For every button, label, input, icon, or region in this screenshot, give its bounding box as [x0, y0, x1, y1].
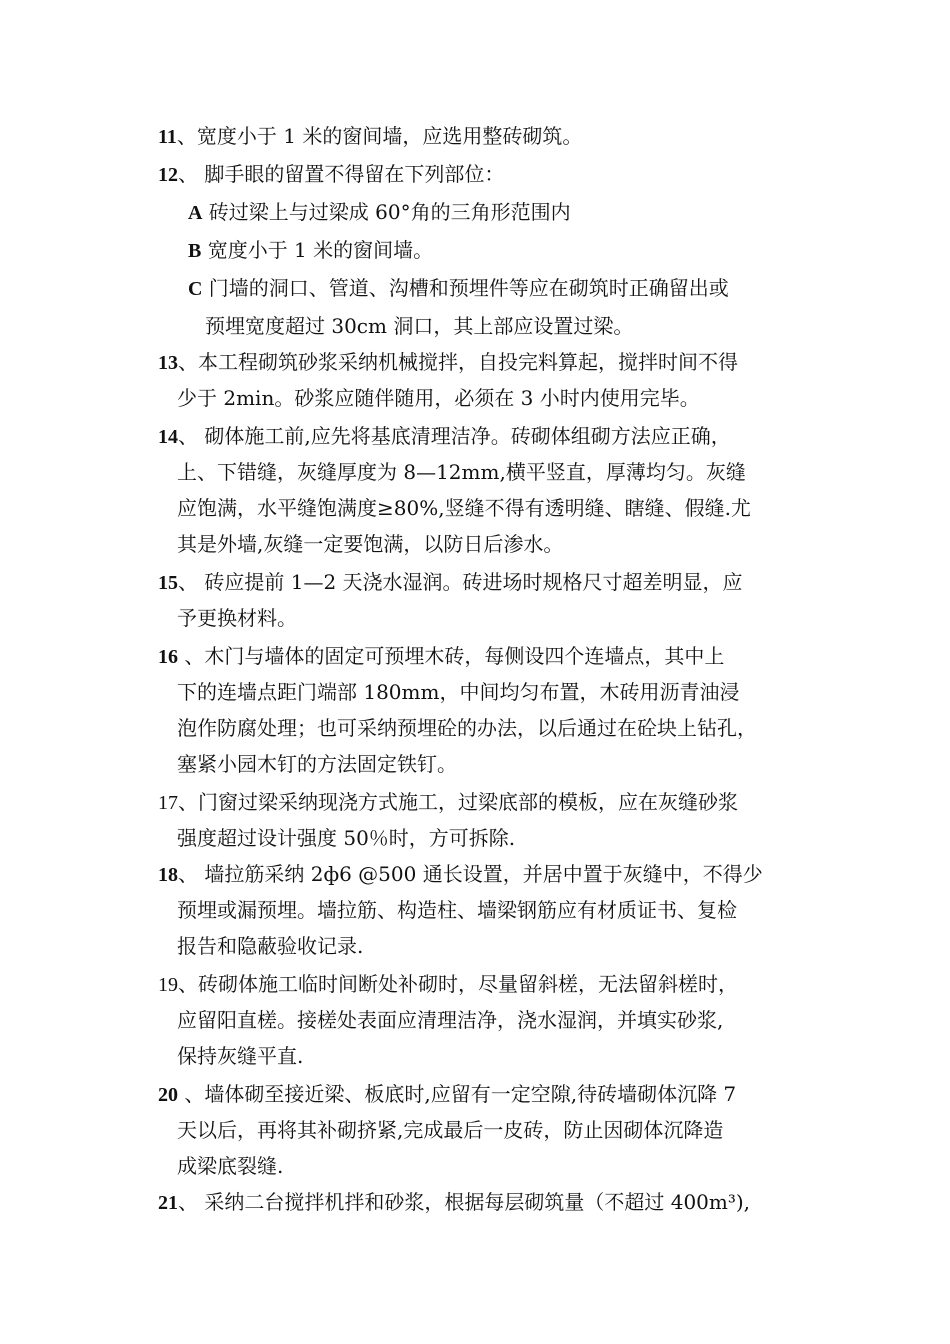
item-14-continuation	[177, 460, 746, 484]
item-16-continuation	[177, 752, 457, 776]
option-text: 宽度小于 1 米的窗间墙。	[201, 238, 434, 262]
item-text: 少于 2min。砂浆应随伴随用，必须在 3 小时内使用完毕。	[177, 386, 700, 410]
item-text: 、本工程砌筑砂浆采纳机械搅拌，自投完料算起，搅拌时间不得	[178, 350, 738, 374]
item-number: 19	[158, 974, 178, 996]
item-text: 天以后，再将其补砌挤紧,完成最后一皮砖，防止因砌体沉降造	[177, 1118, 724, 1142]
item-number: 15	[158, 572, 178, 594]
item-20-continuation	[177, 1118, 723, 1142]
item-19-continuation	[177, 1044, 303, 1068]
item-text: 、门窗过梁采纳现浇方式施工，过梁底部的模板，应在灰缝砂浆	[178, 790, 738, 814]
option-text: 门墙的洞口、管道、沟槽和预埋件等应在砌筑时正确留出或	[202, 276, 729, 300]
item-17	[158, 790, 738, 815]
item-text: 予更换材料。	[177, 606, 297, 630]
option-text: 砖过梁上与过梁成 60°角的三角形范围内	[202, 200, 571, 224]
item-16-continuation	[177, 716, 757, 740]
item-13-continuation	[177, 386, 700, 410]
option-text: 预埋宽度超过 30cm 洞口，其上部应设置过梁。	[205, 314, 634, 338]
option-c	[188, 276, 729, 301]
option-b	[188, 238, 433, 263]
item-text: 塞紧小园木钉的方法固定铁钉。	[177, 752, 457, 776]
item-15-continuation	[177, 606, 297, 630]
item-13	[158, 350, 738, 375]
item-16	[158, 644, 724, 669]
item-text: 强度超过设计强度 50％时，方可拆除.	[177, 826, 516, 850]
option-letter: B	[188, 240, 202, 262]
item-21	[158, 1190, 750, 1215]
item-15	[158, 570, 743, 595]
item-text: 、 砖应提前 1—2 天浇水湿润。砖进场时规格尺寸超差明显，应	[178, 570, 743, 594]
item-text: 、宽度小于 1 米的窗间墙，应选用整砖砌筑。	[176, 124, 583, 148]
item-12	[158, 162, 504, 187]
item-text: 、 砌体施工前,应先将基底清理洁净。砖砌体组砌方法应正确，	[178, 424, 731, 448]
item-number: 20	[158, 1084, 178, 1106]
item-text: 预埋或漏预埋。墙拉筋、构造柱、墙梁钢筋应有材质证书、复检	[177, 898, 737, 922]
item-text: 、 采纳二台搅拌机拌和砂浆，根据每层砌筑量（不超过 400m³),	[178, 1190, 751, 1214]
item-text: 、 墙拉筋采纳 2ф6 @500 通长设置，并居中置于灰缝中，不得少	[178, 862, 763, 886]
item-14	[158, 424, 731, 449]
item-text: 、砖砌体施工临时间断处补砌时，尽量留斜槎，无法留斜槎时，	[178, 972, 738, 996]
item-11	[158, 124, 582, 149]
item-text: 报告和隐蔽验收记录.	[177, 934, 364, 958]
item-text: 成梁底裂缝.	[177, 1154, 284, 1178]
item-14-continuation	[177, 532, 563, 556]
item-text: 、墙体砌至接近梁、板底时,应留有一定空隙,待砖墙砌体沉降 7	[178, 1082, 737, 1106]
option-letter: C	[188, 278, 203, 300]
item-number: 12	[158, 164, 178, 186]
item-text: 其是外墙,灰缝一定要饱满，以防日后渗水。	[177, 532, 564, 556]
item-text: 下的连墙点距门端部 180mm，中间均匀布置，木砖用沥青油浸	[177, 680, 740, 704]
item-text: 保持灰缝平直.	[177, 1044, 304, 1068]
item-19	[158, 972, 738, 997]
item-number: 18	[158, 864, 178, 886]
item-number: 16	[158, 646, 178, 668]
item-text: 泡作防腐处理；也可采纳预埋砼的办法，以后通过在砼块上钻孔，	[177, 716, 757, 740]
item-19-continuation	[177, 1008, 723, 1032]
option-letter: A	[188, 202, 203, 224]
item-number: 17	[158, 792, 178, 814]
item-number: 13	[158, 352, 178, 374]
item-number: 11	[158, 126, 177, 148]
item-18	[158, 862, 763, 887]
item-14-continuation	[177, 496, 751, 520]
item-text: 应留阳直槎。接槎处表面应清理洁净，浇水湿润，并填实砂浆,	[177, 1008, 724, 1032]
item-20	[158, 1082, 736, 1107]
item-16-continuation	[177, 680, 739, 704]
item-number: 21	[158, 1192, 178, 1214]
item-17-continuation	[177, 826, 515, 850]
item-text: 、 脚手眼的留置不得留在下列部位：	[178, 162, 505, 186]
item-18-continuation	[177, 898, 737, 922]
item-18-continuation	[177, 934, 363, 958]
item-text: 、木门与墙体的固定可预埋木砖，每侧设四个连墙点，其中上	[178, 644, 725, 668]
item-text: 应饱满，水平缝饱满度≥80%,竖缝不得有透明缝、瞎缝、假缝.尤	[177, 496, 751, 520]
option-c-continuation	[205, 314, 633, 338]
option-a	[188, 200, 571, 225]
item-number: 14	[158, 426, 178, 448]
item-text: 上、下错缝，灰缝厚度为 8—12mm,横平竖直，厚薄均匀。灰缝	[177, 460, 746, 484]
item-20-continuation	[177, 1154, 283, 1178]
